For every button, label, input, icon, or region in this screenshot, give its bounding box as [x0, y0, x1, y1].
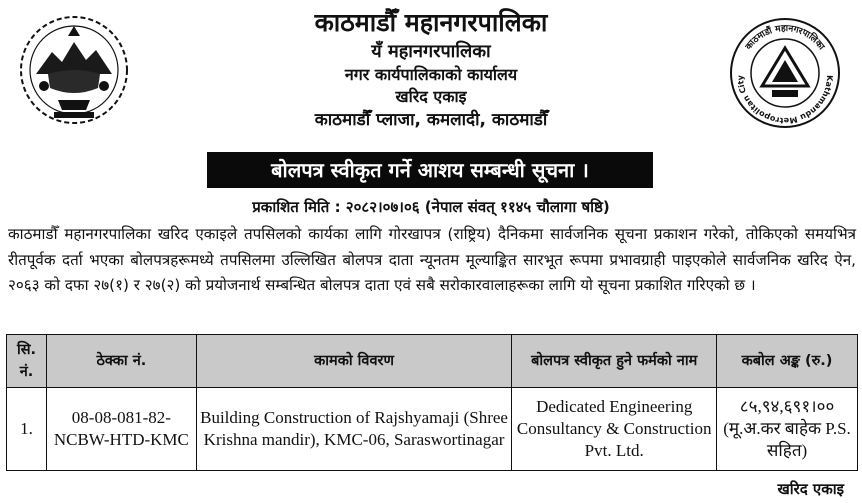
- cell-sn: 1.: [7, 388, 47, 471]
- office-address: काठमाडौँ प्लाजा, कमलादी, काठमाडौँ: [314, 110, 548, 130]
- table-header-row: [7, 335, 858, 388]
- cell-contract: 08-08-081-82-NCBW-HTD-KMC: [46, 388, 196, 471]
- seal-outer-text: Kathmandu Metropolitan City: [735, 74, 835, 126]
- emblem-icon: [18, 14, 130, 126]
- footer-signature: खरिद एकाइ: [777, 480, 844, 498]
- unit-name: खरिद एकाइ: [395, 87, 467, 106]
- cell-firm: Dedicated Engineering Consultancy & Construction Pvt. Ltd.: [512, 388, 717, 471]
- published-date: प्रकाशित मिति : २०८२।०७।०६ (नेपाल संवत् ११४५ चौलागा षष्ठि): [252, 198, 610, 216]
- cell-description: Building Construction of Rajshyamaji (Shree Krishna mandir), KMC-06, Saraswortinagar: [196, 388, 512, 471]
- amount-value: ८५,९४,६९१।००: [739, 397, 835, 416]
- header-contract: ठेक्का नं.: [46, 335, 196, 388]
- amount-note: (मू.अ.कर बाहेक P.S. सहित): [723, 419, 851, 460]
- notice-title: बोलपत्र स्वीकृत गर्ने आशय सम्बन्धी सूचना ।: [207, 152, 653, 188]
- org-name-newari: यँ महानगरपालिका: [371, 41, 491, 62]
- cell-amount: [717, 388, 858, 471]
- notice-header: [0, 0, 862, 148]
- header-titles: [150, 6, 712, 132]
- table-row: [7, 388, 858, 471]
- office-name: नगर कार्यपालिकाको कार्यालय: [344, 65, 518, 84]
- seal-inner-text: काठमाडौं महानगरपालिका: [743, 23, 827, 53]
- notice-body: काठमाडौँ महानगरपालिका खरिद एकाइले तपसिलको कार्यका लागि गोरखापत्र (राष्ट्रिय) दैनिकमा सार्वजनिक सूचना प्रकाशन गरेको, तोकिएको समयभित्र रीतपूर्वक दर्ता भएका बोलपत्रहरूमध्ये तपसिलमा उल्लिखित बोलपत्र दाता न्यूनतम मूल्याङ्कित सारभूत रूपमा प्रभावग्राही पाइएकोले सार्वजनिक खरिद ऐन, २०६३ को दफा २७(१) र २७(२) को प्रयोजनार्थ सम्बन्धित बोलपत्र दाता एवं सबै सरोकारवालाहरूका लागि यो सूचना प्रकाशित गरिएको छ ।: [8, 225, 856, 294]
- org-name: काठमाडौँ महानगरपालिका: [314, 8, 548, 37]
- header-sn: सि. नं.: [7, 335, 47, 388]
- header-description: कामको विवरण: [196, 335, 512, 388]
- kmc-seal-icon: [728, 16, 842, 130]
- award-table: [6, 334, 858, 471]
- header-amount: कबोल अङ्क (रु.): [717, 335, 858, 388]
- header-firm: बोलपत्र स्वीकृत हुने फर्मको नाम: [512, 335, 717, 388]
